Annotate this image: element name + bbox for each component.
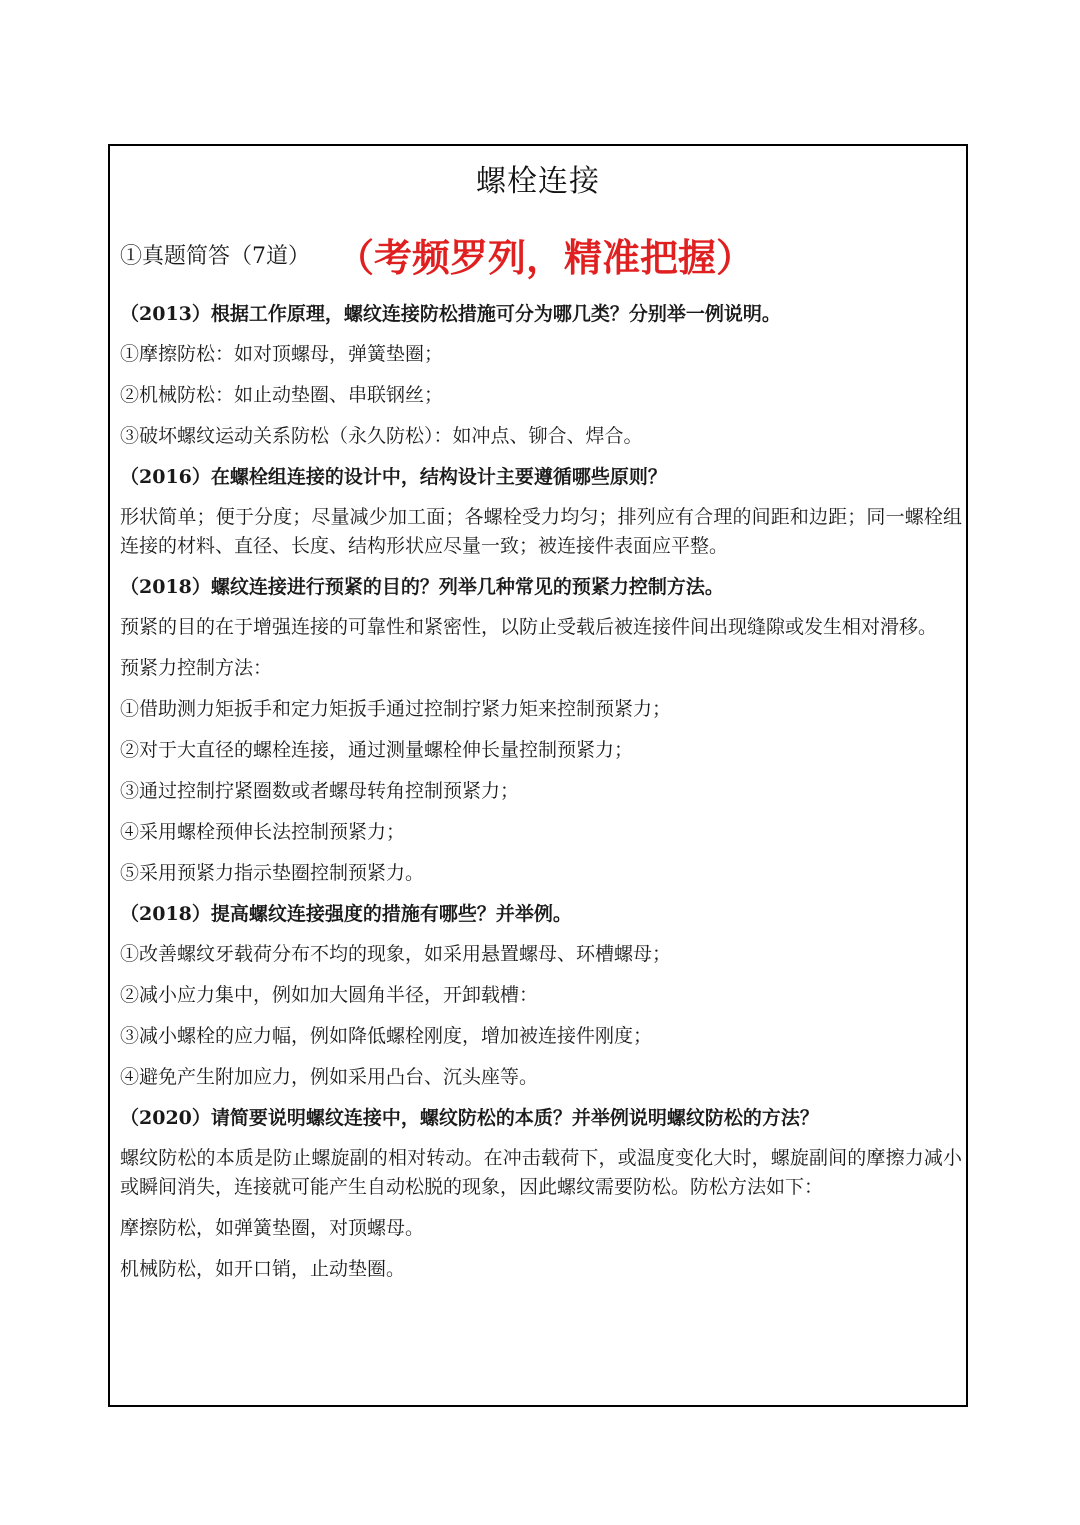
section-tagline: （考频罗列，精准把握） — [336, 234, 755, 280]
answer-line: 预紧的目的在于增强连接的可靠性和紧密性，以防止受载后被连接件间出现缝隙或发生相对滑移。 — [120, 616, 938, 638]
question: （2018）螺纹连接进行预紧的目的？列举几种常见的预紧力控制方法。 — [120, 576, 724, 598]
question: （2016）在螺栓组连接的设计中，结构设计主要遵循哪些原则？ — [120, 466, 667, 488]
answer-line: ③通过控制拧紧圈数或者螺母转角控制预紧力； — [120, 780, 520, 802]
answer-line: ②机械防松：如止动垫圈、串联钢丝； — [120, 384, 444, 406]
answer-line: ①改善螺纹牙载荷分布不均的现象，如采用悬置螺母、环槽螺母； — [120, 943, 672, 965]
document-frame — [108, 144, 968, 1407]
qa-block — [120, 900, 962, 1092]
answer-line: ②对于大直径的螺栓连接，通过测量螺栓伸长量控制预紧力； — [120, 739, 634, 761]
section-label: ①真题简答（7道） — [120, 243, 310, 269]
answer-line: ⑤采用预紧力指示垫圈控制预紧力。 — [120, 862, 425, 884]
qa-list — [120, 300, 962, 1296]
answer-line: 预紧力控制方法： — [120, 657, 273, 679]
answer-line: ④避免产生附加应力，例如采用凸台、沉头座等。 — [120, 1066, 539, 1088]
answer-line: ③减小螺栓的应力幅，例如降低螺栓刚度，增加被连接件刚度； — [120, 1025, 653, 1047]
answer-line: ④采用螺栓预伸长法控制预紧力； — [120, 821, 406, 843]
qa-block — [120, 573, 962, 888]
section-header — [120, 224, 960, 284]
question: （2020）请简要说明螺纹连接中，螺纹防松的本质？并举例说明螺纹防松的方法？ — [120, 1107, 819, 1129]
answer-line: 螺纹防松的本质是防止螺旋副的相对转动。在冲击载荷下，或温度变化大时，螺旋副间的摩擦力减小或瞬间消失，连接就可能产生自动松脱的现象，因此螺纹需要防松。防松方法如下： — [120, 1147, 962, 1198]
document-title: 螺栓连接 — [476, 164, 600, 199]
answer-line: ③破坏螺纹运动关系防松（永久防松）：如冲点、铆合、焊合。 — [120, 425, 643, 447]
answer-line: ①摩擦防松：如对顶螺母，弹簧垫圈； — [120, 343, 444, 365]
answer-line: ②减小应力集中，例如加大圆角半径，开卸载槽： — [120, 984, 539, 1006]
question: （2013）根据工作原理，螺纹连接防松措施可分为哪几类？分别举一例说明。 — [120, 303, 781, 325]
answer-line: 摩擦防松，如弹簧垫圈，对顶螺母。 — [120, 1217, 425, 1239]
answer-line: 机械防松，如开口销，止动垫圈。 — [120, 1258, 406, 1280]
qa-block — [120, 463, 962, 561]
answer-line: ①借助测力矩扳手和定力矩扳手通过控制拧紧力矩来控制预紧力； — [120, 698, 672, 720]
qa-block — [120, 300, 962, 451]
question: （2018）提高螺纹连接强度的措施有哪些？并举例。 — [120, 903, 572, 925]
qa-block — [120, 1104, 962, 1284]
answer-line: 形状简单；便于分度；尽量减少加工面；各螺栓受力均匀；排列应有合理的间距和边距；同一螺栓组连接的材料、直径、长度、结构形状应尽量一致；被连接件表面应平整。 — [120, 506, 962, 557]
